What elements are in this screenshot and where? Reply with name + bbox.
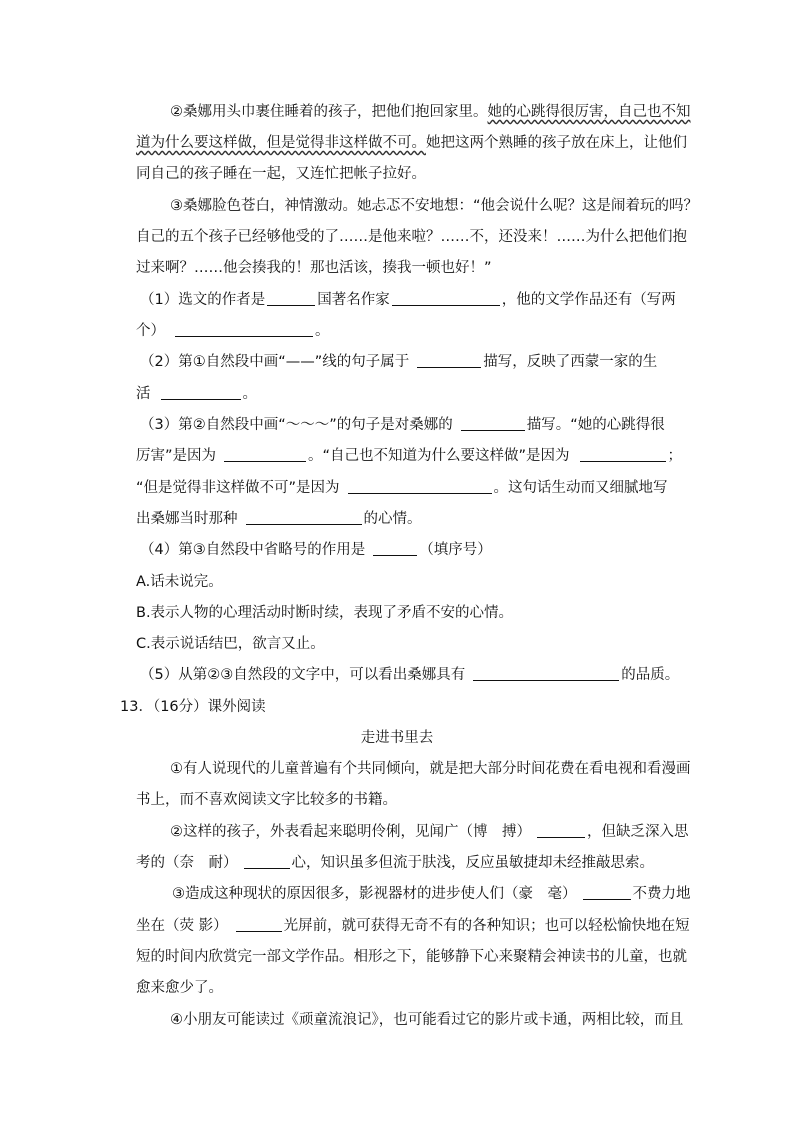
answer-blank[interactable] [417,353,481,368]
reading-paragraph-3-line-3: 短的时间内欣赏完一部文学作品。相形之下，能够静下心来聚精会神读书的儿童，也就 [136,949,687,965]
answer-blank[interactable] [161,385,241,400]
question-3-line-4: 出桑娜当时那种 的心情。 [136,511,422,527]
answer-blank[interactable] [348,479,492,494]
answer-blank[interactable] [373,541,417,556]
question-4-line-1: （4）第③自然段中省略号的作用是 （填序号） [140,542,492,558]
option-a: A.话未说完。 [136,574,223,590]
question-3-line-3: “但是觉得非这样做不可”是因为 。这句话生动而又细腻地写 [136,480,668,496]
answer-blank[interactable] [537,823,585,838]
question-1-line-1: （1）选文的作者是 国著名作家 ，他的文学作品还有（写两 [140,292,676,308]
paragraph-2-line-3: 同自己的孩子睡在一起，又连忙把帐子拉好。 [136,166,426,182]
paragraph-3-line-2: 自己的五个孩子已经够他受的了……是他来啦？……不，还没来！……为什么把他们抱 [136,229,687,245]
question-3-line-1: （3）第②自然段中画“～～～”的句子是对桑娜的 描写。“她的心跳得很 [140,417,665,433]
answer-blank[interactable] [244,854,290,869]
answer-blank[interactable] [175,322,313,337]
paragraph-3-line-3: 过来啊？……他会揍我的！那也活该，揍我一顿也好！” [136,260,492,276]
question-3-line-2: 厉害”是因为 。“自己也不知道为什么要这样做”是因为 ； [136,448,683,464]
answer-blank[interactable] [461,416,525,431]
reading-paragraph-2-line-2: 考的（奈 耐） 心，知识虽多但流于肤浅，反应虽敏捷却未经推敲思索。 [136,855,654,871]
paragraph-2-line-2: 道为什么要这样做，但是觉得非这样做不可。她把这两个熟睡的孩子放在床上，让他们 [136,135,687,151]
reading-paragraph-3-line-2: 坐在（荧 影） 光屏前，就可获得无奇不有的各种知识；也可以轻松愉快地在短 [136,918,690,934]
option-b: B.表示人物的心理活动时断时续，表现了矛盾不安的心情。 [136,605,514,621]
answer-blank[interactable] [583,885,631,900]
paragraph-2-line-1: ②桑娜用头巾裹住睡着的孩子，把他们抱回家里。她的心跳得很厉害，自己也不知 [170,104,691,120]
question-2-line-1: （2）第①自然段中画“——”线的句子属于 描写，反映了西蒙一家的生 [140,354,658,370]
reading-paragraph-1-line-1: ①有人说现代的儿童普遍有个共同倾向，就是把大部分时间花费在看电视和看漫画 [170,761,691,777]
reading-paragraph-1-line-2: 书上，而不喜欢阅读文字比较多的书籍。 [136,792,397,808]
question-2-line-2: 活 。 [136,386,257,402]
reading-paragraph-3-line-4: 愈来愈少了。 [136,980,223,996]
answer-blank[interactable] [473,666,619,681]
wavy-underlined-sentence: 道为什么要这样做，但是觉得非这样做不可。 [136,135,426,151]
answer-blank[interactable] [392,291,500,306]
answer-blank[interactable] [236,917,282,932]
wavy-underlined-sentence: 她的心跳得很厉害，自己也不知 [487,104,691,120]
answer-blank[interactable] [580,447,666,462]
answer-blank[interactable] [224,447,306,462]
question-1-line-2: 个） 。 [136,323,330,339]
reading-paragraph-3-line-1: ③造成这种现状的原因很多，影视器材的进步使人们（豪 毫） 不费力地 [172,886,691,902]
answer-blank[interactable] [246,510,362,525]
option-c: C.表示说话结巴，欲言又止。 [136,636,325,652]
reading-paragraph-2-line-1: ②这样的孩子，外表看起来聪明伶俐，见闻广（博 搏） ，但缺乏深入思 [170,824,689,840]
paragraph-3-line-1: ③桑娜脸色苍白，神情激动。她忐忑不安地想：“他会说什么呢？这是闹着玩的吗？ [170,198,699,214]
reading-paragraph-4-line-1: ④小朋友可能读过《顽童流浪记》，也可能看过它的影片或卡通，两相比较，而且 [170,1012,684,1028]
reading-title: 走进书里去 [360,730,434,746]
question-13-header: 13．（16分）课外阅读 [120,699,266,715]
answer-blank[interactable] [267,291,315,306]
question-5-line-1: （5）从第②③自然段的文字中，可以看出桑娜具有 的品质。 [140,667,680,683]
